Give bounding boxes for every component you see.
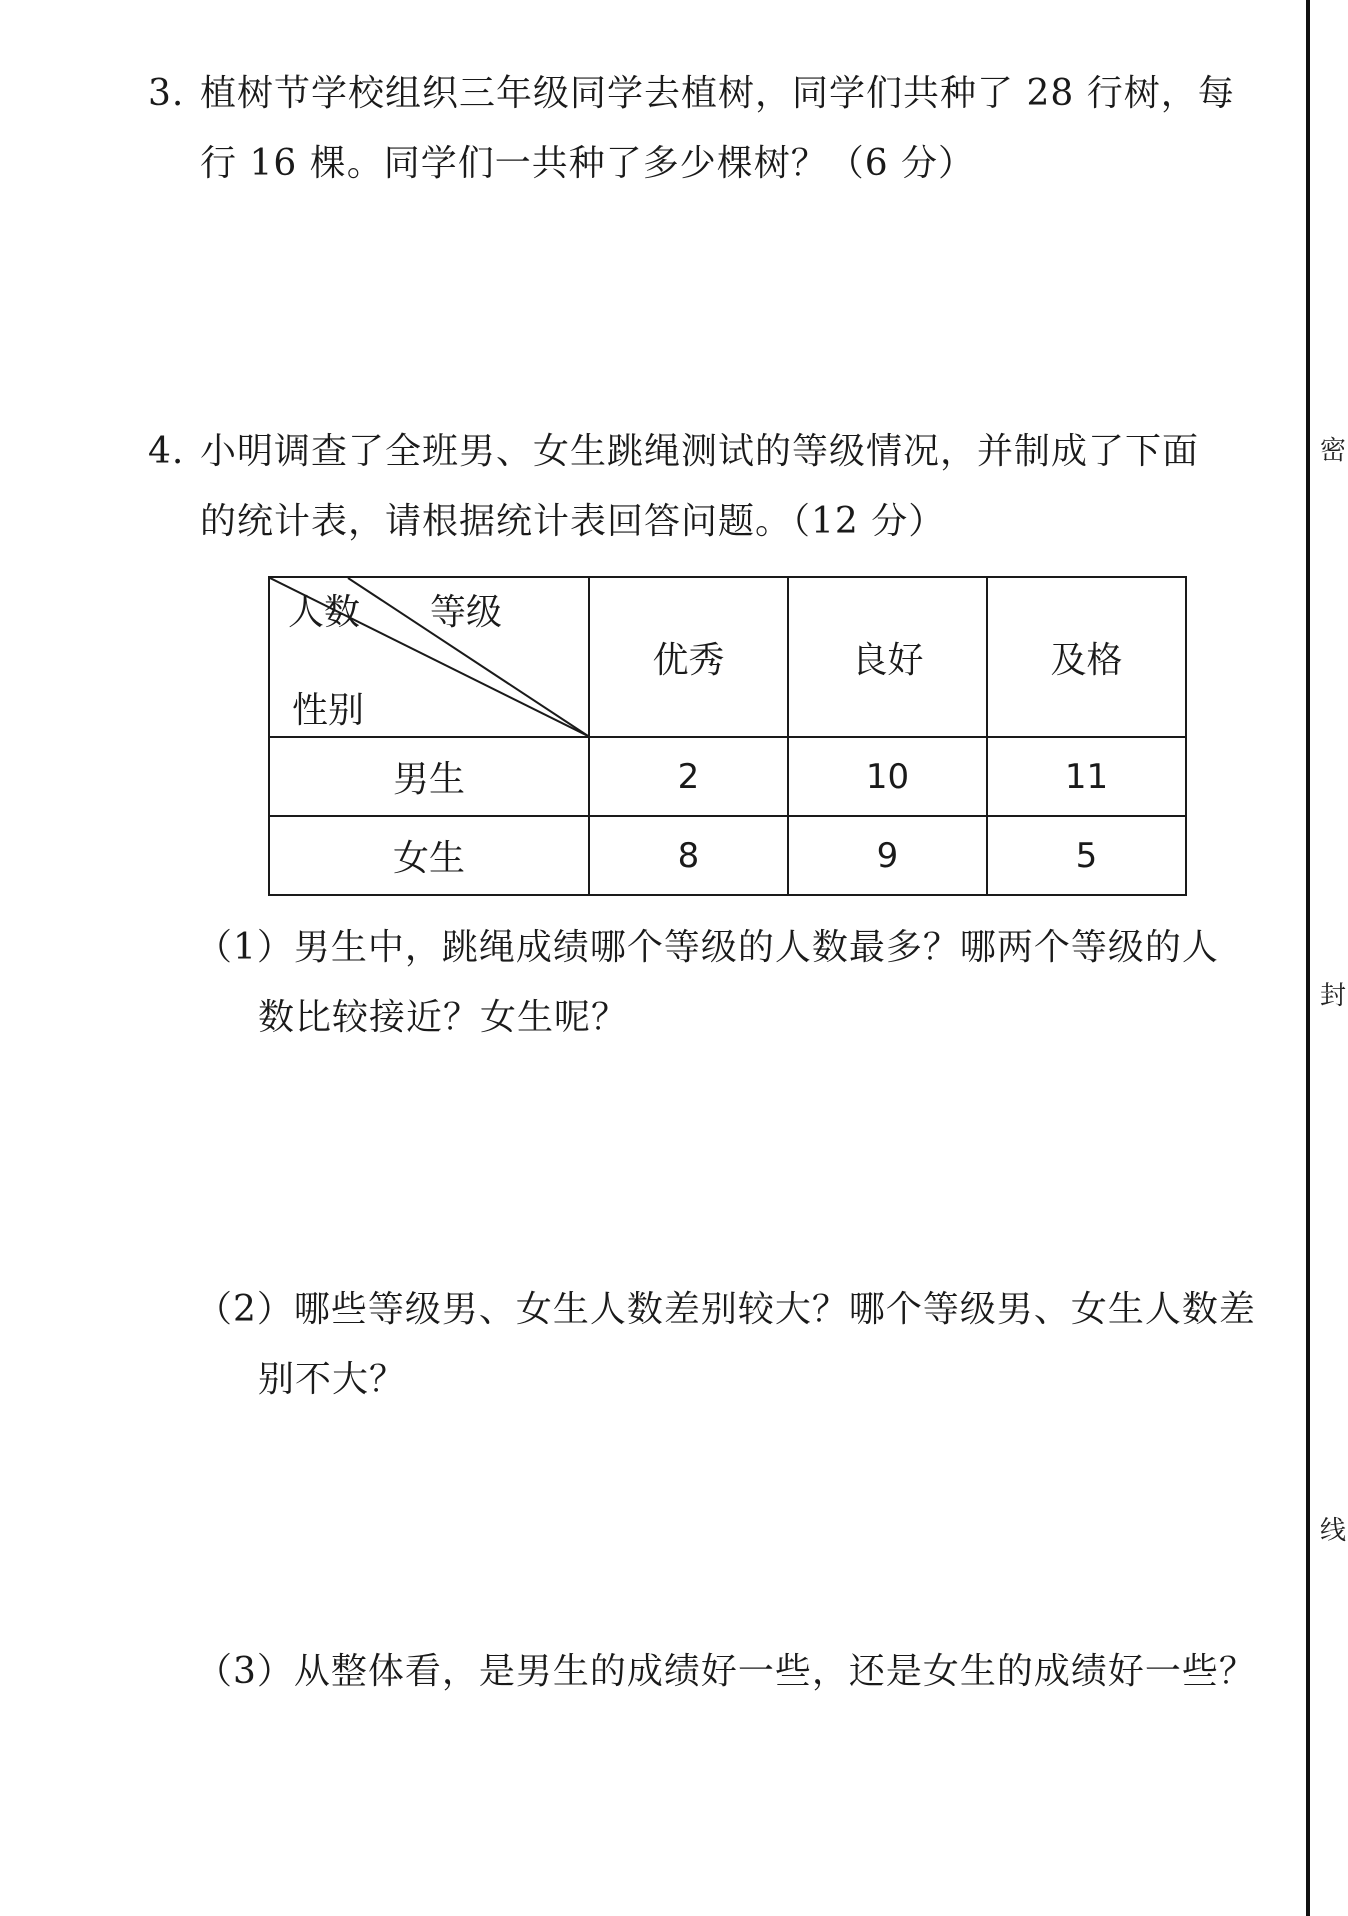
row-header-boys: 男生 [269, 737, 589, 816]
table-cell: 5 [987, 816, 1186, 895]
question-3-line-1 [148, 70, 1235, 118]
question-4-line-2: 的统计表，请根据统计表回答问题。（12 分） [200, 501, 946, 542]
question-4-line-1 [148, 428, 1199, 476]
column-header-excellent: 优秀 [589, 577, 788, 737]
margin-char-line: 线 [1320, 1516, 1347, 1546]
table-corner-cell [269, 577, 589, 737]
corner-label-grade: 等级 [430, 592, 503, 633]
question-4-text-1: 小明调查了全班男、女生跳绳测试的等级情况，并制成了下面 [200, 431, 1200, 472]
table-cell: 10 [788, 737, 987, 816]
column-header-pass: 及格 [987, 577, 1186, 737]
question-3-line-2: 行 16 棵。同学们一共种了多少棵树？（6 分） [200, 143, 976, 184]
table-cell: 11 [987, 737, 1186, 816]
row-header-girls: 女生 [269, 816, 589, 895]
corner-label-gender: 性别 [292, 690, 365, 731]
question-3-text-1: 植树节学校组织三年级同学去植树，同学们共种了 28 行树，每 [200, 73, 1235, 114]
table-header-row [269, 577, 1186, 737]
question-3-number: 3. [148, 73, 185, 114]
table-row [269, 816, 1186, 895]
sub-question-1-line-1: （1）男生中，跳绳成绩哪个等级的人数最多？哪两个等级的人 [196, 927, 1219, 968]
corner-label-count: 人数 [288, 592, 361, 633]
statistics-table [268, 576, 1187, 896]
table-cell: 2 [589, 737, 788, 816]
sub-question-1-line-2: 数比较接近？女生呢？ [258, 997, 629, 1038]
binding-line [1306, 0, 1310, 1916]
sub-question-2-line-2: 别不大？ [258, 1359, 407, 1400]
table-cell: 8 [589, 816, 788, 895]
sub-question-2-line-1: （2）哪些等级男、女生人数差别较大？哪个等级男、女生人数差 [196, 1289, 1256, 1330]
table-cell: 9 [788, 816, 987, 895]
margin-char-seal: 密 [1320, 436, 1347, 466]
table-row [269, 737, 1186, 816]
sub-question-3-line-1: （3）从整体看，是男生的成绩好一些，还是女生的成绩好一些？ [196, 1651, 1256, 1692]
margin-char-seal-2: 封 [1320, 981, 1347, 1011]
column-header-good: 良好 [788, 577, 987, 737]
question-4-number: 4. [148, 431, 185, 472]
